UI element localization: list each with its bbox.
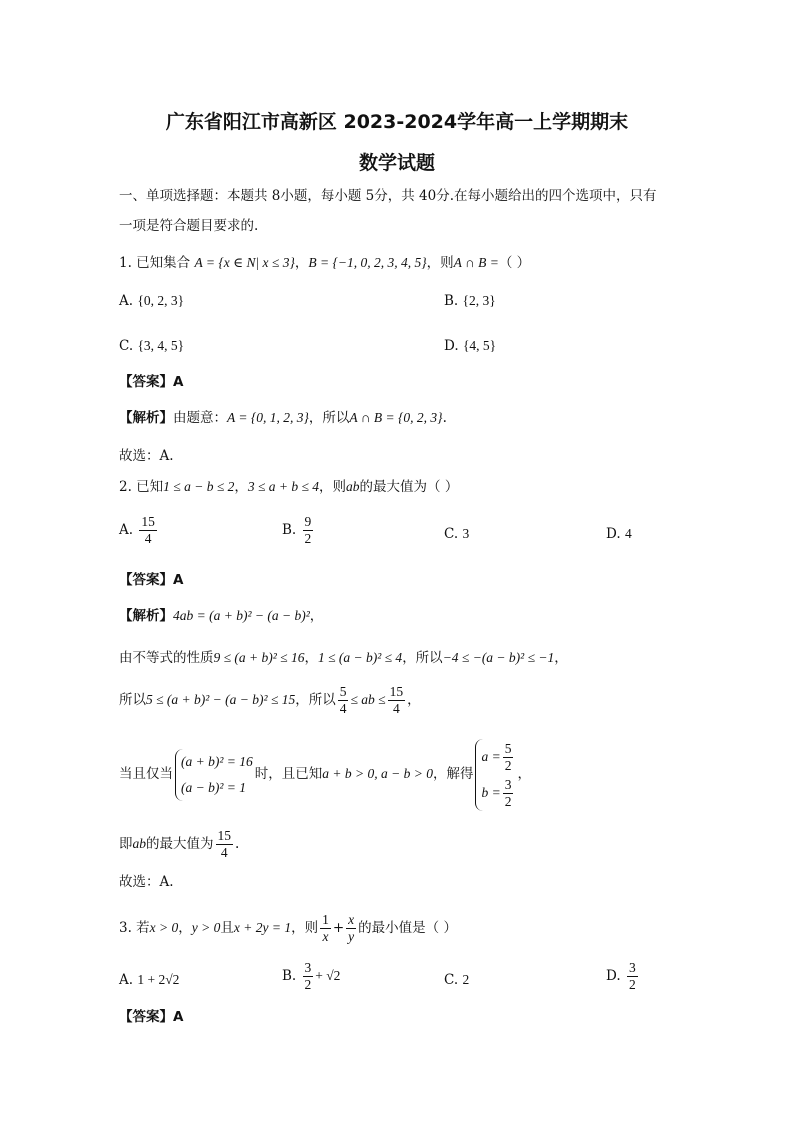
q2-line4-b-den: 2	[504, 793, 512, 809]
q1-analysis-text: 由题意：	[173, 410, 227, 426]
q2-line2-end: ，	[554, 650, 568, 666]
q1-paren: （ ）	[498, 255, 531, 271]
q2-line3-text: 所以	[119, 692, 146, 708]
q1-suffix: ，则	[426, 255, 454, 271]
q2-line5-end: .	[235, 836, 240, 852]
q3-option-b-den: 2	[304, 977, 312, 992]
q3-option-c-label: C.	[444, 972, 459, 988]
q2-line2-math-2: 1 ≤ (a − b)² ≤ 4	[317, 650, 403, 665]
q2-option-a-label: A.	[119, 522, 134, 538]
q2-option-a-den: 4	[144, 531, 152, 546]
q2-analysis-label: 【解析】	[119, 608, 173, 624]
q3-option-a-label: A.	[119, 972, 134, 988]
q2-line4-a-num: 5	[504, 740, 512, 756]
q2-line3-den-2: 4	[392, 701, 400, 716]
q3-prefix: 3. 若	[119, 920, 150, 936]
q1-analysis-label: 【解析】	[119, 410, 173, 426]
section-intro-line-1: 一、单项选择题：本题共 8小题，每小题 5分，共 40分.在每小题给出的四个选项中，只有	[119, 188, 657, 204]
q1-option-a	[119, 291, 184, 311]
q2-line3-num-1: 5	[339, 684, 347, 699]
q3-option-b-num: 3	[304, 960, 312, 975]
q2-line4-text: 当且仅当	[119, 766, 173, 782]
q3-f2-den: y	[348, 929, 355, 944]
q2-sep: ，	[234, 479, 248, 495]
q2-line4-b-fraction	[503, 777, 514, 810]
q3-fraction-1	[320, 912, 331, 945]
q1-choose: 故选：A.	[119, 448, 174, 464]
q1-prefix: 1. 已知集合	[119, 255, 191, 271]
q2-line2-text: 由不等式的性质	[119, 650, 214, 666]
q2-line3-den-1: 4	[339, 701, 347, 716]
q1-option-b	[444, 291, 496, 311]
q2-option-d-value: 4	[624, 526, 632, 541]
q2-option-d	[606, 524, 632, 544]
q1-option-c-label: C.	[119, 338, 134, 354]
q3-cond-3: x + 2y = 1	[233, 920, 292, 935]
q2-line5-ab: ab	[132, 836, 146, 851]
q2-option-b-num: 9	[304, 514, 312, 529]
question-2	[119, 477, 458, 497]
q3-option-d-label: D.	[606, 968, 621, 984]
q2-line3-end: ，	[407, 692, 421, 708]
q2-cond-2: 3 ≤ a + b ≤ 4	[247, 479, 320, 494]
q2-option-d-label: D.	[606, 526, 621, 542]
q1-option-c	[119, 336, 184, 356]
q2-line4-end: ，	[517, 766, 531, 782]
document-subtitle: 数学试题	[358, 152, 435, 174]
q1-expr: A ∩ B =	[453, 255, 499, 270]
q2-line3-mid: ，所以	[295, 692, 336, 708]
q1-set-b: B = {−1, 0, 2, 3, 4, 5}	[308, 255, 427, 270]
q2-line4-a-label: a =	[481, 748, 501, 764]
q2-option-c	[444, 524, 469, 544]
q2-line4-system-1	[175, 749, 253, 801]
q2-line2-math-1: 9 ≤ (a + b)² ≤ 16	[213, 650, 305, 665]
q2-line4-a-den: 2	[504, 757, 512, 773]
q2-analysis-math: 4ab = (a + b)² − (a − b)²	[173, 608, 310, 623]
q3-option-a-value: 1 + 2√2	[137, 972, 180, 987]
q2-analysis-line-4	[119, 734, 531, 814]
q1-option-a-value: {0, 2, 3}	[137, 293, 185, 308]
q1-set-a: A = {x ∈ N| x ≤ 3}	[194, 255, 295, 270]
q3-suffix: 的最小值是（ ）	[358, 920, 457, 936]
q2-analysis-end: ，	[309, 608, 324, 624]
q2-analysis-line-1	[119, 606, 323, 626]
q3-option-a	[119, 970, 179, 990]
q3-option-b	[282, 960, 340, 993]
q1-analysis	[119, 408, 447, 428]
q2-line5-mid: 的最大值为	[146, 836, 214, 852]
q1-option-a-label: A.	[119, 293, 134, 309]
q2-line2-math-3: −4 ≤ −(a − b)² ≤ −1	[442, 650, 555, 665]
q2-mid: ，则	[319, 479, 347, 495]
q2-line3-num-2: 15	[389, 684, 404, 699]
q2-choose: 故选：A.	[119, 874, 174, 890]
q2-analysis-line-5	[119, 825, 239, 863]
q3-option-b-label: B.	[282, 968, 297, 984]
q1-option-d	[444, 336, 496, 356]
q2-prefix: 2. 已知	[119, 479, 164, 495]
q2-line5-num: 15	[217, 828, 231, 843]
q2-option-c-value: 3	[462, 526, 470, 541]
q2-line2-mid: ，所以	[402, 650, 443, 666]
q1-option-d-label: D.	[444, 338, 459, 354]
q2-line4-b-label: b =	[481, 784, 501, 800]
q1-option-b-value: {2, 3}	[462, 293, 496, 308]
q2-line4-mid-2: ，解得	[432, 766, 474, 782]
q3-f2-num: x	[348, 912, 355, 927]
q2-line3-math: 5 ≤ (a + b)² − (a − b)² ≤ 15	[146, 692, 296, 707]
q2-option-a-num: 15	[141, 514, 155, 529]
q2-cond-1: 1 ≤ a − b ≤ 2	[163, 479, 235, 494]
q2-line4-mid: 时，且已知	[254, 766, 323, 782]
q3-and: 且	[220, 920, 234, 936]
q2-option-b-den: 2	[304, 531, 312, 546]
q3-option-c-value: 2	[462, 972, 470, 987]
q3-option-b-fraction	[303, 960, 314, 993]
q2-suffix: 的最大值为（ ）	[359, 479, 459, 495]
q2-option-b-fraction	[303, 514, 314, 547]
q2-option-c-label: C.	[444, 526, 459, 542]
document-title: 广东省阳江市高新区 2023-2024学年高一上学期期末	[165, 111, 629, 133]
q2-line3-fraction-2	[388, 684, 406, 717]
q2-line2-sep: ，	[304, 650, 318, 666]
q2-line3-fraction-1	[338, 684, 349, 717]
q2-line4-sys-eq-2: (a − b)² = 1	[181, 779, 247, 795]
q1-option-d-value: {4, 5}	[462, 338, 497, 353]
q2-line4-sol-b	[481, 775, 515, 811]
q2-option-a-fraction	[139, 514, 157, 547]
q3-cond-2: y > 0	[191, 920, 221, 935]
q2-line4-math: a + b > 0, a − b > 0	[322, 766, 433, 781]
q3-fraction-2	[346, 912, 356, 945]
q2-line4-sol-a	[481, 739, 515, 775]
q1-analysis-mid: ，所以	[308, 410, 350, 426]
q2-line4-a-fraction	[503, 741, 514, 774]
q1-analysis-math-1: A = {0, 1, 2, 3}	[227, 410, 309, 425]
q3-option-d	[606, 960, 640, 993]
q1-analysis-end: .	[442, 410, 447, 426]
q2-line5-fraction	[216, 828, 234, 861]
q3-option-d-num: 3	[628, 960, 636, 975]
q2-line4-b-num: 3	[504, 776, 512, 792]
q1-analysis-math-2: A ∩ B = {0, 2, 3}	[349, 410, 443, 425]
q3-option-c	[444, 970, 469, 990]
q2-option-b	[282, 514, 315, 547]
q3-f1-num: 1	[322, 912, 329, 927]
q2-line4-system-2	[475, 739, 515, 811]
q2-line5-text: 即	[119, 836, 133, 852]
q2-analysis-line-2	[119, 648, 568, 668]
q3-sep: ，	[178, 920, 192, 936]
q3-mid: ，则	[291, 920, 319, 936]
q1-option-c-value: {3, 4, 5}	[137, 338, 185, 353]
q1-sep: ，	[294, 255, 309, 271]
q2-line4-sys-eq-1: (a + b)² = 16	[181, 753, 253, 769]
q3-f1-den: x	[322, 929, 329, 944]
q3-option-d-fraction	[627, 960, 638, 993]
section-intro-line-2: 一项是符合题目要求的.	[119, 218, 259, 234]
q2-option-b-label: B.	[282, 522, 297, 538]
question-1	[119, 253, 530, 273]
question-3	[119, 909, 457, 947]
q3-answer: 【答案】A	[119, 1009, 184, 1025]
q3-option-b-tail: + √2	[315, 968, 341, 983]
q2-option-a	[119, 514, 159, 547]
q2-analysis-line-3	[119, 681, 421, 719]
q1-answer: 【答案】A	[119, 374, 184, 390]
q3-option-d-den: 2	[628, 977, 636, 992]
q2-ab: ab	[346, 479, 360, 494]
q2-line3-mid-2: ≤ ab ≤	[350, 692, 386, 707]
q1-option-b-label: B.	[444, 293, 459, 309]
q2-answer: 【答案】A	[119, 572, 184, 588]
q3-cond-1: x > 0	[149, 920, 179, 935]
q3-plus: +	[332, 920, 345, 936]
q2-line5-den: 4	[220, 845, 228, 860]
